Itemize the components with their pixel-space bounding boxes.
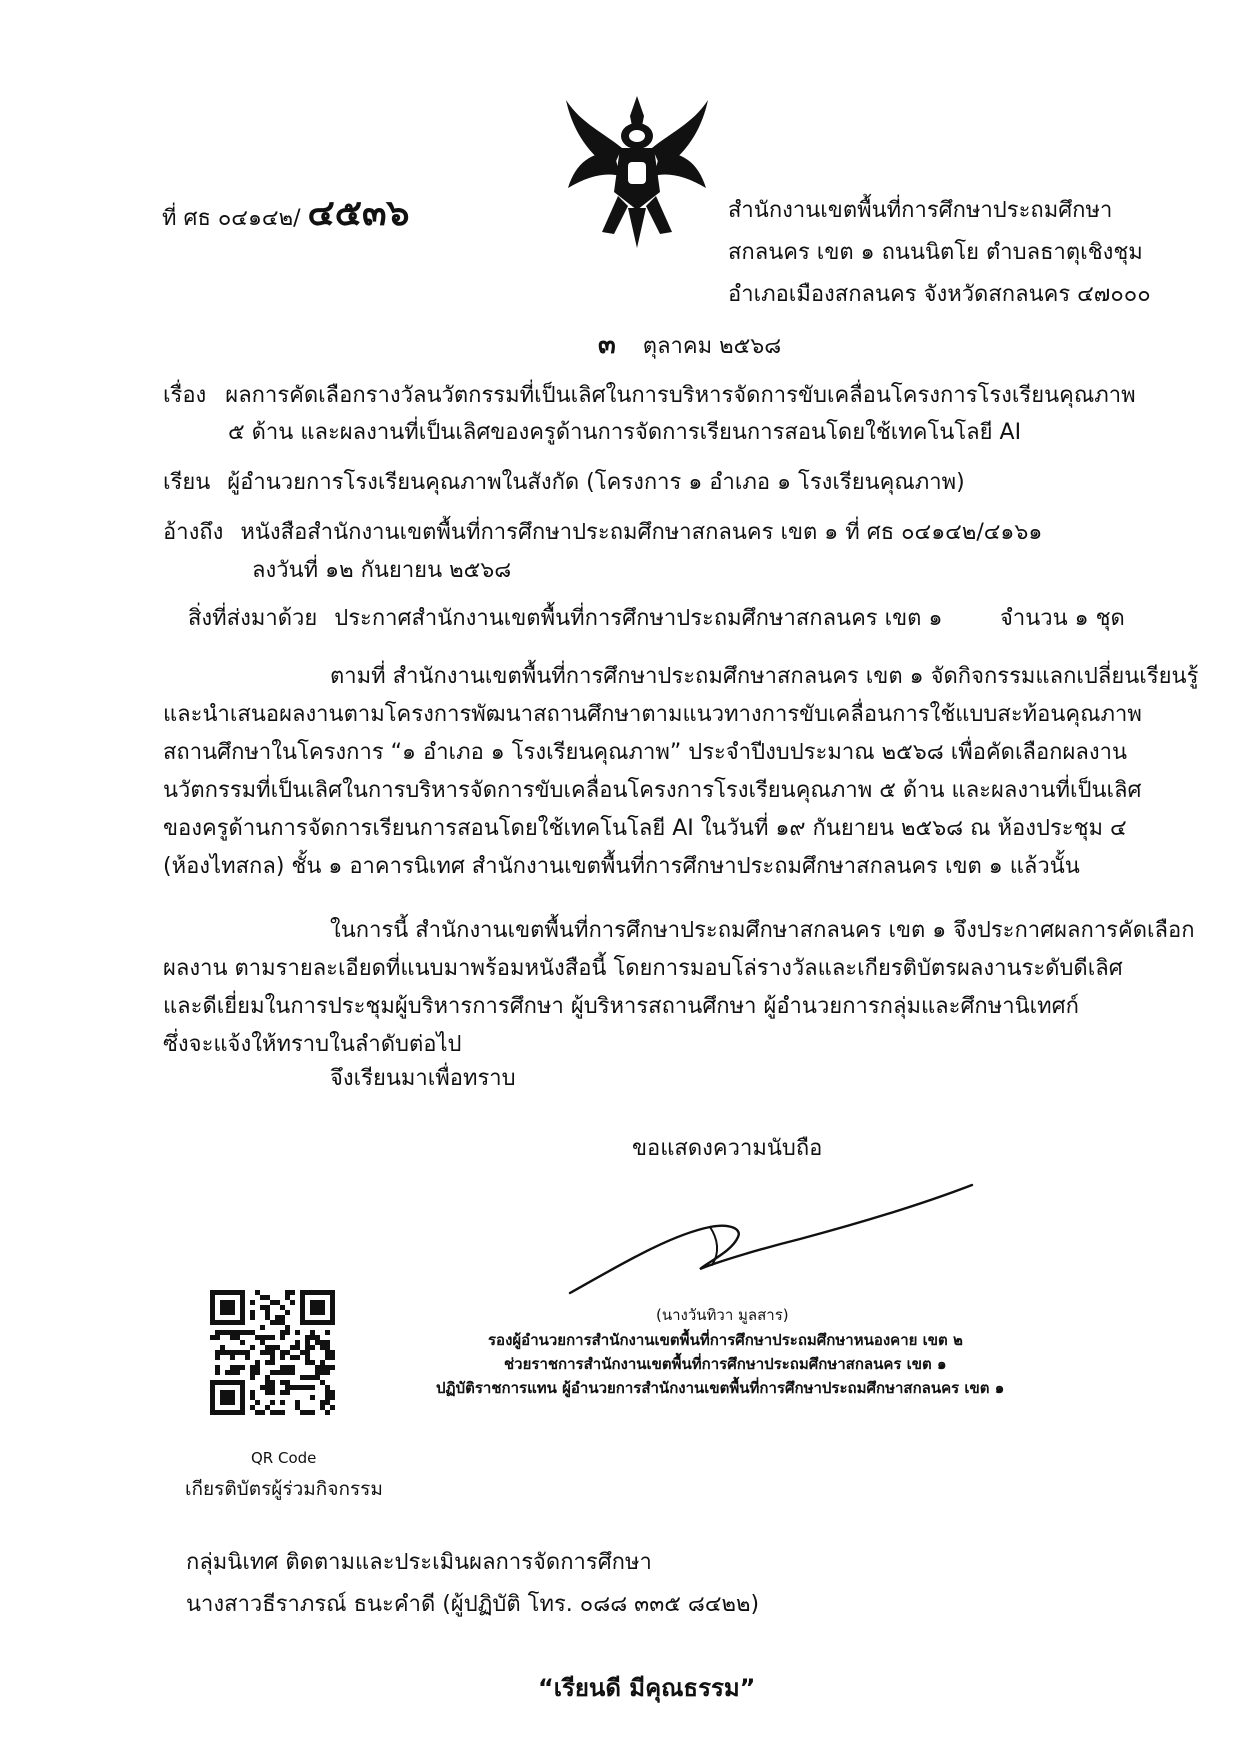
- addressee-line: [163, 468, 965, 498]
- paragraph-2-line: ผลงาน ตามรายละเอียดที่แนบมาพร้อมหนังสือนี้ โดยการมอบโล่รางวัลและเกียรติบัตรผลงานระดับดีเลิศ: [163, 956, 1123, 981]
- certificate-qr-code[interactable]: [208, 1288, 350, 1430]
- reference-text: หนังสือสำนักงานเขตพื้นที่การศึกษาประถมศึกษาสกลนคร เขต ๑ ที่ ศธ ๐๔๑๔๒/๔๑๖๑: [240, 520, 1043, 545]
- date-month-year: ตุลาคม ๒๕๖๘: [642, 334, 782, 359]
- enclosure-label: สิ่งที่ส่งมาด้วย: [188, 606, 318, 631]
- reference-prefix: ที่ ศธ ๐๔๑๔๒/: [162, 206, 301, 231]
- reference-number-handwritten: ๔๕๓๖: [307, 192, 410, 234]
- subject-label: เรื่อง: [163, 383, 207, 408]
- subject-line-2: ๕ ด้าน และผลงานที่เป็นเลิศของครูด้านการจัดการเรียนการสอนโดยใช้เทคโนโลยี AI: [228, 420, 1022, 445]
- addressee-text: ผู้อำนวยการโรงเรียนคุณภาพในสังกัด (โครงการ ๑ อำเภอ ๑ โรงเรียนคุณภาพ): [227, 470, 965, 495]
- issuer-address: [728, 196, 1151, 310]
- paragraph-1-line: ตามที่ สำนักงานเขตพื้นที่การศึกษาประถมศึกษาสกลนคร เขต ๑ จัดกิจกรรมแลกเปลี่ยนเรียนรู้: [330, 664, 1199, 689]
- paragraph-2-line: และดีเยี่ยมในการประชุมผู้บริหารการศึกษา ผู้บริหารสถานศึกษา ผู้อำนวยการกลุ่มและศึกษานิเทศก์: [163, 994, 1079, 1019]
- addressee-label: เรียน: [163, 470, 211, 495]
- qr-code-pattern: [210, 1290, 348, 1415]
- paragraph-2-line: ซึ่งจะแจ้งให้ทราบในลำดับต่อไป: [163, 1032, 462, 1057]
- address-line: อำเภอเมืองสกลนคร จังหวัดสกลนคร ๔๗๐๐๐: [728, 282, 1151, 307]
- handwritten-signature: [560, 1165, 980, 1300]
- paragraph-2-line: ในการนี้ สำนักงานเขตพื้นที่การศึกษาประถมศึกษาสกลนคร เขต ๑ จึงประกาศผลการคัดเลือก: [330, 918, 1195, 943]
- closing-regards: ขอแสดงความนับถือ: [632, 1136, 823, 1161]
- address-line: สกลนคร เขต ๑ ถนนนิตโย ตำบลธาตุเชิงชุม: [728, 240, 1143, 265]
- paragraph-1-line: สถานศึกษาในโครงการ “๑ อำเภอ ๑ โรงเรียนคุณภาพ” ประจำปีงบประมาณ ๒๕๖๘ เพื่อคัดเลือกผลงาน: [163, 740, 1127, 765]
- organization-motto: “เรียนดี มีคุณธรรม”: [538, 1674, 756, 1702]
- signatory-title: ช่วยราชการสำนักงานเขตพื้นที่การศึกษาประถมศึกษาสกลนคร เขต ๑: [504, 1355, 947, 1373]
- paragraph-1-line: (ห้องไทสกล) ชั้น ๑ อาคารนิเทศ สำนักงานเขตพื้นที่การศึกษาประถมศึกษาสกลนคร เขต ๑ แล้วนั้น: [163, 854, 1080, 879]
- signatory-name: (นางวันทิวา มูลสาร): [656, 1306, 789, 1324]
- signatory-title: รองผู้อำนวยการสำนักงานเขตพื้นที่การศึกษาประถมศึกษาหนองคาย เขต ๒: [488, 1331, 963, 1349]
- reference-date: ลงวันที่ ๑๒ กันยายน ๒๕๖๘: [252, 558, 512, 583]
- reference-line: [163, 518, 1042, 548]
- contact-unit: กลุ่มนิเทศ ติดตามและประเมินผลการจัดการศึกษา: [186, 1550, 652, 1575]
- subject-text: ผลการคัดเลือกรางวัลนวัตกรรมที่เป็นเลิศในการบริหารจัดการขับเคลื่อนโครงการโรงเรียนคุณภาพ: [225, 383, 1136, 408]
- closing-request: จึงเรียนมาเพื่อทราบ: [330, 1066, 516, 1091]
- enclosure-line: [188, 604, 942, 634]
- contact-person: นางสาวธีราภรณ์ ธนะคำดี (ผู้ปฏิบัติ โทร. ๐๘๘ ๓๓๕ ๘๔๒๒): [186, 1592, 760, 1617]
- subject-line: [163, 381, 1136, 411]
- address-line: สำนักงานเขตพื้นที่การศึกษาประถมศึกษา: [728, 198, 1113, 223]
- enclosure-quantity: จำนวน ๑ ชุด: [1000, 606, 1125, 631]
- signatory-title: ปฏิบัติราชการแทน ผู้อำนวยการสำนักงานเขตพื้นที่การศึกษาประถมศึกษาสกลนคร เขต ๑: [436, 1379, 1005, 1397]
- date-day-handwritten: ๓: [598, 330, 616, 360]
- reference-label: อ้างถึง: [163, 520, 224, 545]
- paragraph-1-line: และนำเสนอผลงานตามโครงการพัฒนาสถานศึกษาตามแนวทางการขับเคลื่อนการใช้แบบสะท้อนคุณภาพ: [163, 702, 1142, 727]
- garuda-emblem-icon: [562, 92, 712, 252]
- letter-date: [598, 330, 781, 362]
- enclosure-text: ประกาศสำนักงานเขตพื้นที่การศึกษาประถมศึกษาสกลนคร เขต ๑: [334, 606, 943, 631]
- reference-number: [162, 192, 410, 234]
- qr-label: QR Code: [251, 1449, 317, 1467]
- paragraph-1-line: ของครูด้านการจัดการเรียนการสอนโดยใช้เทคโนโลยี AI ในวันที่ ๑๙ กันยายน ๒๕๖๘ ณ ห้องประชุม ๔: [163, 816, 1127, 841]
- qr-caption: เกียรติบัตรผู้ร่วมกิจกรรม: [185, 1478, 383, 1500]
- paragraph-1-line: นวัตกรรมที่เป็นเลิศในการบริหารจัดการขับเคลื่อนโครงการโรงเรียนคุณภาพ ๕ ด้าน และผลงานที่เป็นเลิศ: [163, 778, 1142, 803]
